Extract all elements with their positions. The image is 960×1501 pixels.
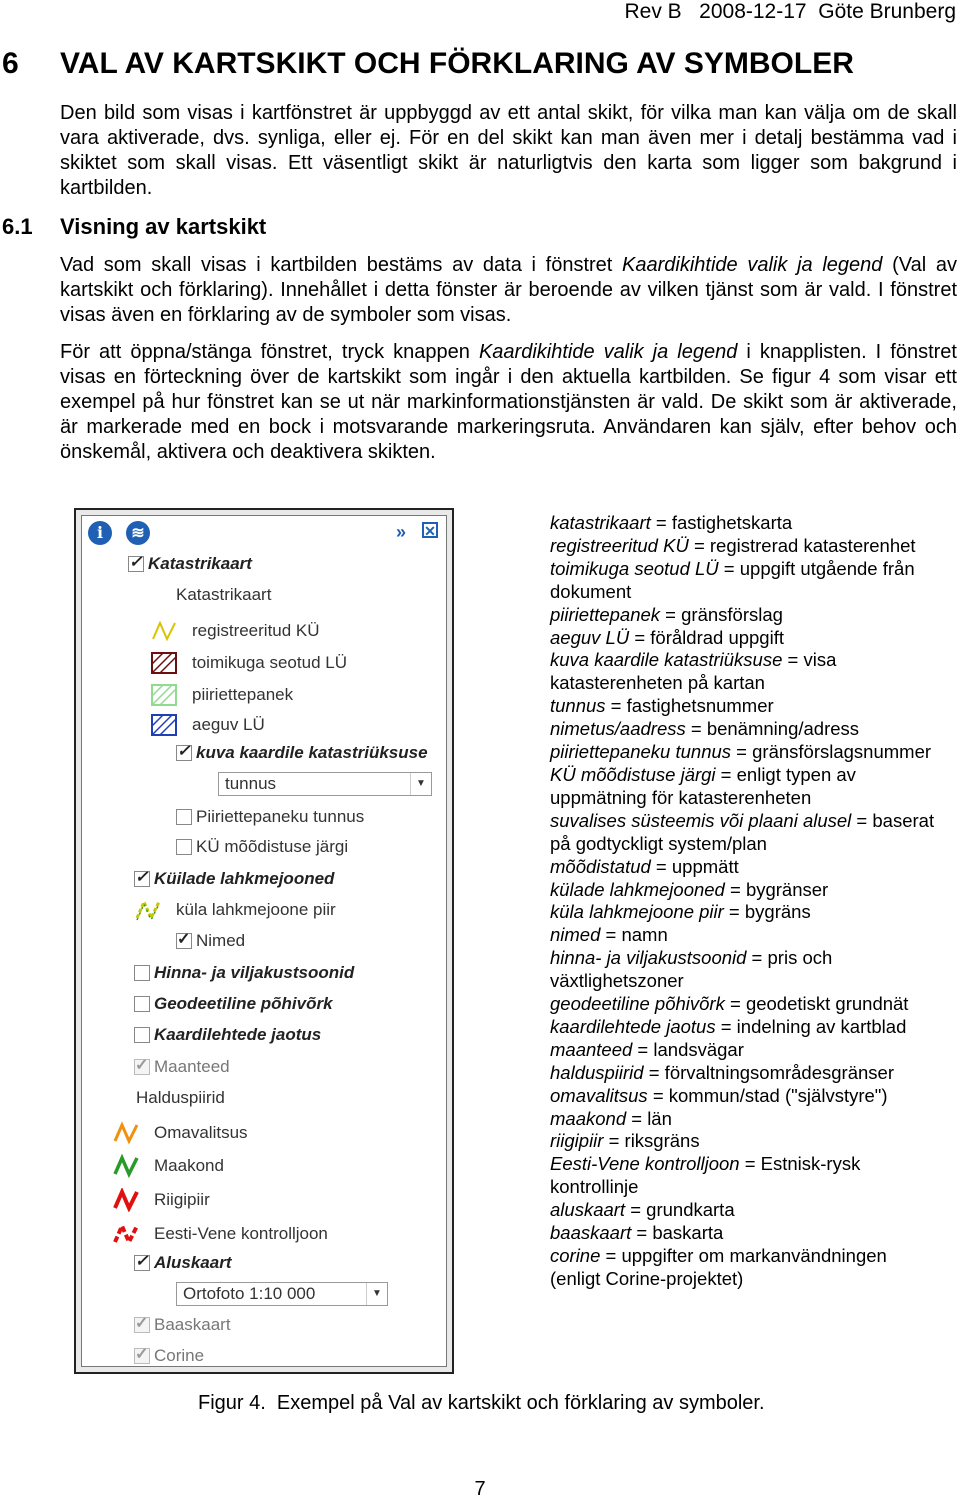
layer-kulade[interactable]: ✓ Küilade lahkmejooned [134,866,334,892]
glossary-entry: halduspiirid = förvaltningsområdesgränser [550,1061,894,1083]
glossary-entry: geodeetiline põhivõrk = geodetiskt grundnät [550,993,909,1015]
red-dashed-line-symbol-icon [112,1222,140,1246]
glossary-entry: külade lahkmejooned = bygränser [550,878,829,900]
yellow-line-symbol-icon [150,619,178,643]
glossary-entry: corine = uppgifter om markanvändningen (enligt Corine-projektet) [550,1245,887,1289]
red-line-symbol-icon [112,1188,140,1212]
checkbox [134,1059,150,1075]
layer-piiriettepaneku-tunnus[interactable]: Piiriettepaneku tunnus [176,804,364,830]
subsection-title: Visning av kartskikt [60,214,267,239]
legend-registreeritud: registreeritud KÜ [150,618,320,644]
green-hatched-square-icon [150,683,178,707]
glossary-entry: mõõdistatud = uppmätt [550,855,739,877]
section-title: VAL AV KARTSKIKT OCH FÖRKLARING AV SYMBOLER [60,47,854,80]
layer-ky-moodistuse[interactable]: KÜ mõõdistuse järgi [176,834,348,860]
glossary-entry: suvalises süsteemis või plaani alusel = baserat på godtyckligt system/plan [550,809,935,854]
glossary-entry: toimikuga seotud LÜ = uppgift utgående från dokument [550,557,915,602]
layer-katastrikaart[interactable]: ✓ Katastrikaart [128,551,252,577]
glossary-entry: katastrikaart = fastighetskarta [550,512,793,533]
layer-baaskaart: ✓ Baaskaart [134,1312,231,1338]
glossary-entry: tunnus = fastighetsnummer [550,695,774,717]
glossary [550,512,940,1291]
green-line-symbol-icon [112,1154,140,1178]
orange-line-symbol-icon [112,1121,140,1145]
layer-hinna[interactable]: Hinna- ja viljakustsoonid [134,960,354,986]
legend-piiriettepanek: piiriettepanek [150,682,293,708]
legend-aeguv: aeguv LÜ [150,712,265,738]
checkbox[interactable] [176,745,192,761]
glossary-entry: kuva kaardile katastriüksuse = visa katasterenheten på kartan [550,649,837,694]
legend-kontrolljoon: Eesti-Vene kontrolljoon [112,1221,328,1247]
glossary-entry: aluskaart = grundkarta [550,1199,735,1221]
layer-corine: ✓ Corine [134,1343,204,1369]
glossary-entry: baaskaart = baskarta [550,1222,724,1244]
glossary-entry: küla lahkmejoone piir = bygräns [550,901,811,923]
red-hatched-square-icon [150,651,178,675]
glossary-entry: piiriettepanek = gränsförslag [550,603,783,625]
checkbox [134,1348,150,1364]
glossary-entry: kaardilehtede jaotus = indelning av kartblad [550,1015,907,1037]
paragraph-1: Vad som skall visas i kartbilden bestäms av data i fönstret Kaardikihtide valik ja legend (Val av kartskikt och förklaring). Innehållet i detta fönster är beroende av vilken tjänst som är vald. I fönstret visas även en förklaring av de symboler som visas. [60,254,957,326]
blue-hatched-square-icon [150,713,178,737]
glossary-entry: Eesti-Vene kontrolljoon = Estnisk-rysk kontrollinje [550,1153,861,1198]
chevron-down-icon[interactable]: ▼ [410,773,431,795]
checkbox[interactable] [134,965,150,981]
legend-omavalitsus: Omavalitsus [112,1120,248,1146]
layer-kaardilehtede[interactable]: Kaardilehtede jaotus [134,1022,321,1048]
paragraph-2: För att öppna/stänga fönstret, tryck knappen Kaardikihtide valik ja legend i knapplisten. I fönstret visas en förteckning över de kartskikt som ingår i den aktuella kartbilden. Se figur 4 som visar ett exempel på hur fönstret kan se ut när markinformationstjänsten är vald. De skikt som är aktiverade, är markerade med en bock i motsvarande markeringsruta. Användaren kan själv, efter behov och önskemål, aktivera och deaktivera skikten. [60,341,957,463]
ortofoto-select[interactable]: Ortofoto 1:10 000 ▼ [176,1282,388,1306]
glossary-entry: maakond = län [550,1107,672,1129]
glossary-entry: piiriettepaneku tunnus = gränsförslagsnummer [550,741,932,763]
layer-legend-panel [74,508,454,1374]
glossary-entry: aeguv LÜ = föråldrad uppgift [550,626,784,648]
page-number: 7 [474,1478,486,1500]
layer-nimed[interactable]: ✓ Nimed [176,928,245,954]
info-icon[interactable]: i [88,521,112,545]
glossary-entry: maanteed = landsvägar [550,1038,744,1060]
glossary-entry: KÜ mõõdistuse järgi = enligt typen av uppmätning för katasterenheten [550,763,856,808]
layer-geodeetiline[interactable]: Geodeetiline põhivõrk [134,991,333,1017]
checkbox[interactable] [134,871,150,887]
tunnus-select[interactable]: tunnus ▼ [218,772,432,796]
checkbox[interactable] [128,556,144,572]
layer-katastrikaart-sub: Katastrikaart [176,585,272,604]
panel-toolbar [82,516,446,550]
checkbox [134,1317,150,1333]
checkbox[interactable] [176,809,192,825]
legend-riigipiir: Riigipiir [112,1187,210,1213]
legend-toimikuga: toimikuga seotud LÜ [150,650,347,676]
expand-icon[interactable]: » [396,522,407,542]
layer-halduspiirid: Halduspiirid [136,1088,225,1107]
section-number: 6 [2,47,19,80]
legend-maakond: Maakond [112,1153,224,1179]
intro-paragraph: Den bild som visas i kartfönstret är uppbyggd av ett antal skikt, för vilka man kan välja om de skall vara aktiverade, dvs. synliga, eller ej. För en del skikt kan man även mer i detalj bestämma vad i skiktet som skall visas. Ett väsentligt skikt är naturligtvis den karta som ligger som bakgrund i kartbilden. [60,102,957,199]
page-header: Rev B 2008-12-17 Göte Brunberg [624,0,956,23]
layer-maanteed: ✓ Maanteed [134,1054,230,1080]
glossary-entry: nimed = namn [550,924,668,946]
checkbox[interactable] [176,933,192,949]
subsection-number: 6.1 [2,214,33,239]
layer-aluskaart[interactable]: ✓ Aluskaart [134,1250,231,1276]
legend-kula-piir: küla lahkmejoone piir [134,897,336,923]
layers-icon[interactable]: ≋ [126,521,150,545]
glossary-entry: omavalitsus = kommun/stad ("självstyre") [550,1084,888,1106]
chevron-down-icon[interactable]: ▼ [366,1283,387,1305]
checkbox[interactable] [134,1027,150,1043]
checkbox[interactable] [134,1255,150,1271]
figure-caption: Figur 4. Exempel på Val av kartskikt och förklaring av symboler. [198,1392,765,1414]
checkbox[interactable] [134,996,150,1012]
glossary-entry: nimetus/aadress = benämning/adress [550,718,860,740]
dashed-line-symbol-icon [134,898,162,922]
glossary-entry: registreeritud KÜ = registrerad katasterenhet [550,534,916,556]
close-icon[interactable]: ✕ [422,522,438,538]
glossary-entry: hinna- ja viljakustsoonid = pris och växtlighetszoner [550,947,833,992]
checkbox[interactable] [176,839,192,855]
glossary-entry: riigipiir = riksgräns [550,1130,700,1152]
layer-kuva-kaardile[interactable]: ✓ kuva kaardile katastriüksuse [176,740,428,766]
